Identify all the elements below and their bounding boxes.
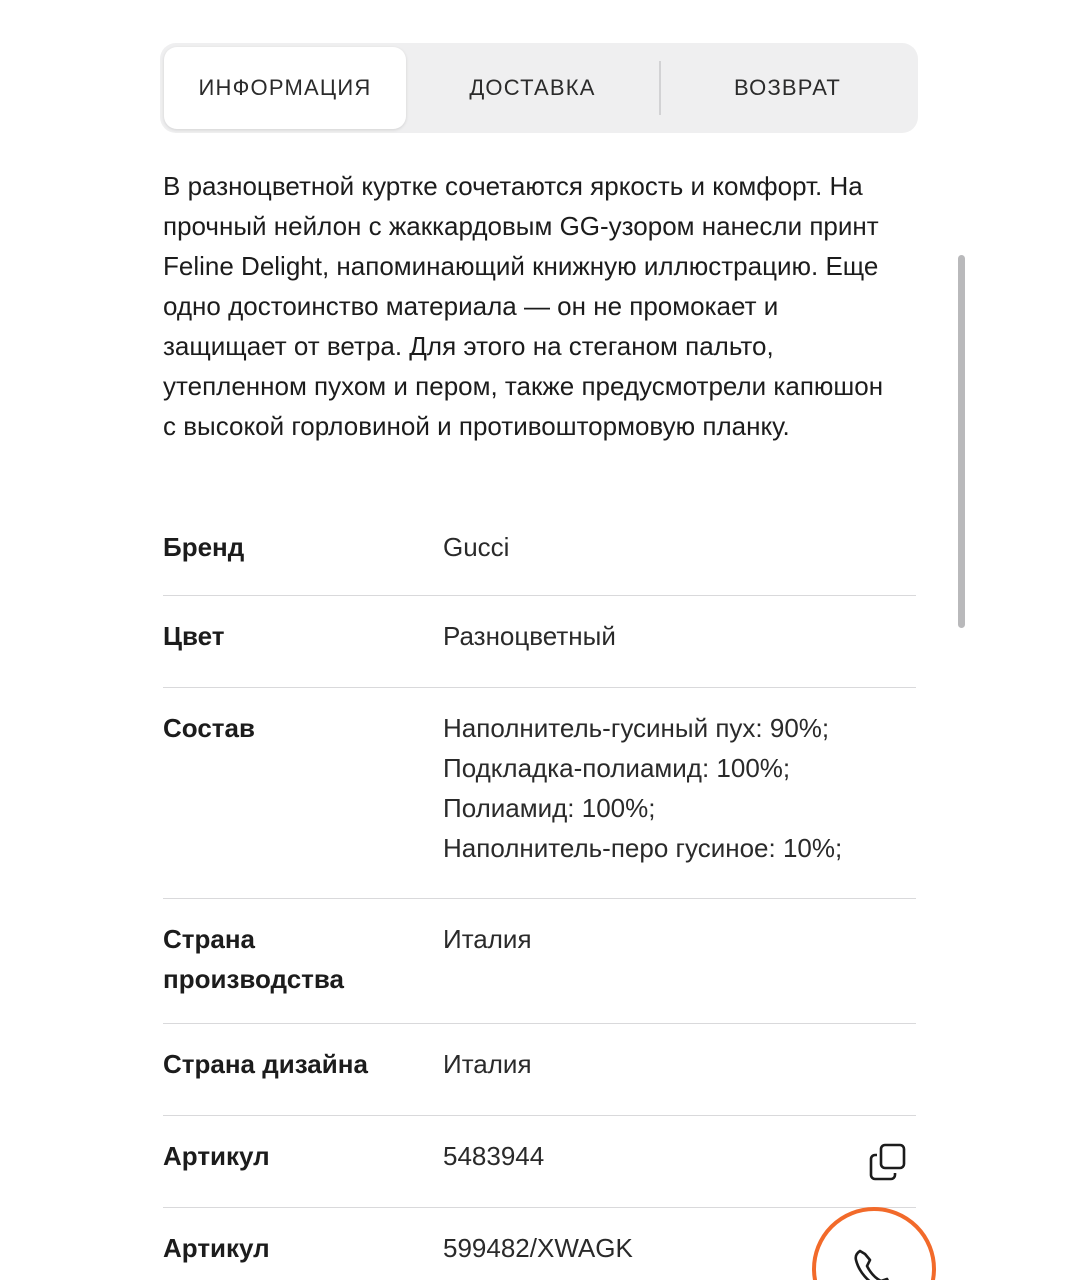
spec-value: Gucci [443, 532, 510, 562]
spec-row-country-production [163, 899, 916, 1024]
composition-line: Подкладка-полиамид: 100%; [443, 753, 791, 783]
spec-label: Страна дизайна [163, 1049, 368, 1079]
composition-line: Полиамид: 100%; [443, 793, 656, 823]
spec-value [443, 708, 916, 898]
info-tabs [160, 43, 918, 133]
specs-table [163, 507, 916, 1280]
product-description: В разноцветной куртке сочетаются яркость и комфорт. На прочный нейлон с жаккардовым GG-узором нанесли принт Feline Delight, напоминающий книжную иллюстрацию. Еще одно достоинство материала — он не промокает и защищает от ветра. Для этого на стеганом пальто, утепленном пухом и пером, также предусмотрели капюшон с высокой горловиной и противоштормовую планку. [163, 171, 884, 441]
spec-value: Италия [443, 1049, 532, 1079]
phone-icon [848, 1243, 904, 1280]
spec-value: 599482/XWAGK [443, 1233, 633, 1263]
spec-label: Цвет [163, 621, 225, 651]
spec-row-composition [163, 688, 916, 899]
spec-value: Италия [443, 924, 532, 954]
spec-label [163, 919, 443, 1023]
spec-row-country-design [163, 1024, 916, 1116]
copy-article-button[interactable] [868, 1142, 908, 1182]
copy-icon [868, 1142, 908, 1182]
tab-delivery[interactable] [406, 47, 659, 129]
tab-return-label: ВОЗВРАТ [733, 75, 841, 100]
spec-row-color [163, 596, 916, 688]
spec-value: Разноцветный [443, 621, 616, 651]
tab-information-label: ИНФОРМАЦИЯ [198, 75, 372, 100]
spec-label: Артикул [163, 1233, 270, 1263]
scrollbar[interactable] [958, 255, 965, 628]
composition-line: Наполнитель-перо гусиное: 10%; [443, 833, 843, 863]
spec-row-article-code [163, 1208, 916, 1280]
spec-label: Артикул [163, 1141, 270, 1171]
spec-label-line: производства [163, 964, 345, 994]
tab-delivery-label: ДОСТАВКА [469, 75, 596, 100]
tab-return[interactable] [661, 47, 914, 129]
tab-information[interactable] [164, 47, 406, 129]
spec-label-line: Страна [163, 924, 256, 954]
spec-row-article [163, 1116, 916, 1208]
spec-label: Состав [163, 713, 255, 743]
spec-label: Бренд [163, 532, 245, 562]
spec-value: 5483944 [443, 1141, 545, 1171]
spec-row-brand [163, 507, 916, 596]
composition-line: Наполнитель-гусиный пух: 90%; [443, 713, 830, 743]
